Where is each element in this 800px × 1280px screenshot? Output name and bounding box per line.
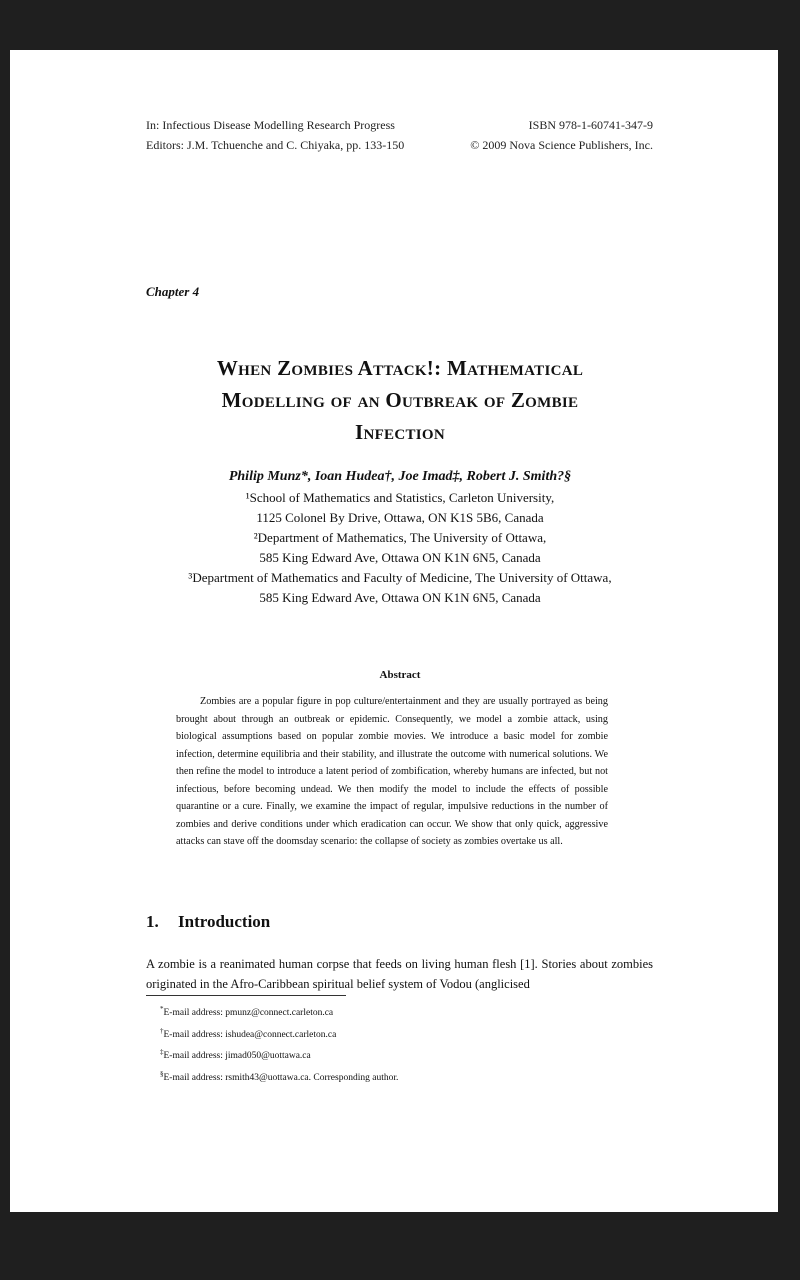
affiliation-line: 585 King Edward Ave, Ottawa ON K1N 6N5, Canada — [259, 590, 541, 605]
paper-title — [140, 352, 660, 448]
abstract-heading: Abstract — [379, 669, 421, 681]
affiliation-line: ¹School of Mathematics and Statistics, Carleton University, — [245, 490, 555, 505]
pdf-page — [10, 50, 778, 1212]
affiliation-line: ³Department of Mathematics and Faculty of Medicine, The University of Ottawa, — [188, 570, 612, 585]
title-line: Infection — [354, 420, 446, 444]
title-line: Modelling of an Outbreak of Zombie — [221, 388, 579, 412]
section-number: 1. — [146, 912, 159, 931]
footnote — [160, 1066, 398, 1088]
section-title: Introduction — [178, 912, 271, 931]
author-list: Philip Munz*, Ioan Hudea†, Joe Imad‡, Robert J. Smith?§ — [228, 469, 572, 484]
affiliation-line: 1125 Colonel By Drive, Ottawa, ON K1S 5B6, Canada — [256, 510, 544, 525]
affiliations — [140, 488, 660, 608]
footnote-text: E-mail address: ishudea@connect.carleton.ca — [163, 1029, 337, 1040]
title-line: When Zombies Attack!: Mathematical — [216, 356, 584, 380]
footnote-mark: § — [160, 1069, 164, 1078]
chapter-label: Chapter 4 — [146, 284, 200, 299]
section-heading — [146, 912, 270, 932]
header-editors: Editors: J.M. Tchuenche and C. Chiyaka, pp. 133-150 — [146, 138, 405, 152]
footnote-mark: ‡ — [160, 1048, 164, 1057]
intro-paragraph: A zombie is a reanimated human corpse that feeds on living human flesh [1]. Stories about zombies originated in the Afro-Caribbean spiritual belief system of Vodou (anglicised — [146, 957, 653, 991]
footnote-mark: * — [160, 1005, 164, 1013]
footnote-rule — [146, 995, 346, 996]
abstract-text: Zombies are a popular figure in pop culture/entertainment and they are usually portrayed as being brought about through an outbreak or epidemic. Consequently, we model a zombie attack, using biological assumptions based on popular zombie movies. We introduce a basic model for zombie infection, determine equilibria and their stability, and illustrate the outcome with numerical solutions. We then refine the model to introduce a latent period of zombification, whereby humans are infected, but not infectious, before becoming undead. We then modify the model to include the effects of possible quarantine or a cure. Finally, we examine the impact of regular, impulsive reductions in the number of zombies and derive conditions under which eradication can occur. We show that only quick, aggressive attacks can stave off the doomsday scenario: the collapse of society as zombies overtake us all. — [176, 696, 608, 847]
footnote-text: E-mail address: pmunz@connect.carleton.ca — [163, 1008, 334, 1019]
footnote-text: E-mail address: rsmith43@uottawa.ca. Corresponding author. — [163, 1073, 399, 1084]
footnotes — [160, 1001, 398, 1088]
footnote-mark: † — [160, 1026, 164, 1035]
header-copyright: © 2009 Nova Science Publishers, Inc. — [470, 138, 653, 152]
footnote — [160, 1044, 398, 1066]
footnote — [160, 1023, 398, 1045]
header-isbn: ISBN 978-1-60741-347-9 — [528, 118, 653, 132]
affiliation-line: ²Department of Mathematics, The University of Ottawa, — [253, 530, 547, 545]
footnote — [160, 1001, 398, 1023]
footnote-text: E-mail address: jimad050@uottawa.ca — [163, 1051, 311, 1062]
affiliation-line: 585 King Edward Ave, Ottawa ON K1N 6N5, Canada — [259, 550, 541, 565]
header-book-title: In: Infectious Disease Modelling Research Progress — [146, 118, 395, 132]
